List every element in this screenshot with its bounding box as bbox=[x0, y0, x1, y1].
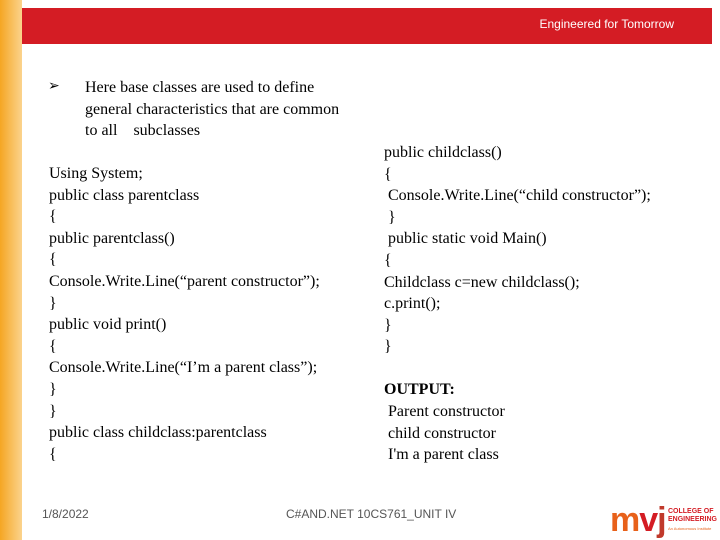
code-line: } bbox=[384, 208, 396, 226]
code-line: { bbox=[49, 337, 57, 355]
code-line: public parentclass() bbox=[49, 229, 175, 247]
code-line: Console.Write.Line(“child constructor”); bbox=[384, 187, 651, 205]
code-line: public class childclass:parentclass bbox=[49, 424, 267, 442]
footer-course-label: C#AND.NET 10CS761_UNIT IV bbox=[286, 507, 457, 521]
code-line: { bbox=[49, 251, 57, 269]
output-lines bbox=[384, 401, 505, 466]
bullet-text: Here base classes are used to define general characteristics that are common to all subclasses bbox=[85, 79, 340, 140]
output-title: OUTPUT: bbox=[384, 381, 455, 398]
arrow-bullet-icon: ➢ bbox=[48, 78, 60, 94]
header-bar bbox=[22, 8, 712, 44]
code-line: } bbox=[384, 316, 392, 334]
code-line: public static void Main() bbox=[384, 230, 547, 248]
logo-subcaption: An Autonomous Institute bbox=[668, 526, 712, 531]
right-code-block bbox=[384, 142, 651, 358]
code-line: } bbox=[49, 380, 57, 398]
code-line: public childclass() bbox=[384, 144, 502, 161]
code-line: { bbox=[49, 445, 57, 463]
footer-date: 1/8/2022 bbox=[42, 507, 89, 521]
left-accent-stripe bbox=[0, 0, 22, 540]
college-logo bbox=[610, 502, 720, 540]
code-line: { bbox=[49, 208, 57, 226]
code-line: { bbox=[384, 165, 392, 183]
code-line: Using System; bbox=[49, 165, 143, 182]
code-line: public class parentclass bbox=[49, 186, 200, 204]
output-line: child constructor bbox=[384, 424, 496, 442]
code-line: } bbox=[49, 294, 57, 312]
left-code-block bbox=[49, 163, 320, 465]
logo-caption: COLLEGE OF ENGINEERING bbox=[668, 508, 718, 523]
code-line: Console.Write.Line(“parent constructor”); bbox=[49, 272, 320, 290]
code-line: public void print() bbox=[49, 316, 167, 334]
header-tagline: Engineered for Tomorrow bbox=[539, 17, 674, 31]
code-line: { bbox=[384, 251, 392, 269]
code-line: Childclass c=new childclass(); bbox=[384, 273, 580, 291]
code-line: Console.Write.Line(“I’m a parent class”); bbox=[49, 359, 318, 377]
output-line: Parent constructor bbox=[384, 403, 505, 420]
logo-wordmark: mvj bbox=[610, 501, 666, 539]
output-line: I'm a parent class bbox=[384, 446, 499, 464]
code-line: } bbox=[49, 402, 57, 420]
code-line: } bbox=[384, 338, 392, 356]
code-line: c.print(); bbox=[384, 295, 441, 313]
